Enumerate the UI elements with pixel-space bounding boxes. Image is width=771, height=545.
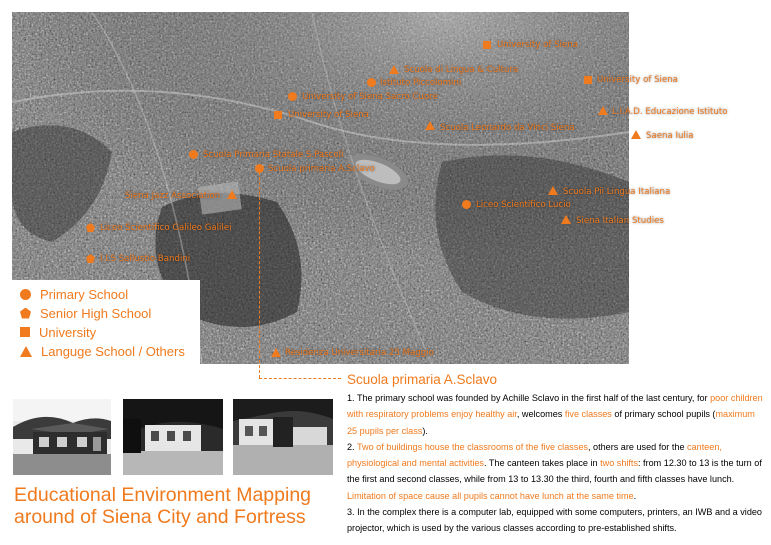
title-line-2: around of Siena City and Fortress xyxy=(14,506,306,528)
school-description xyxy=(347,372,767,537)
leader-line xyxy=(259,172,260,378)
language-school-marker xyxy=(425,121,435,130)
body-text: : from 12.30 to 13 is the turn of the first and second classes, while from 13 to 13.30 the third, fourth and fifth classes have lunch. xyxy=(347,458,762,485)
map-label: University of Siena xyxy=(497,40,578,50)
highlighted-text: Two of buildings house the classrooms of the five classes xyxy=(356,441,588,452)
map-label: Istituto Piccolomini xyxy=(380,78,462,88)
map-label: Liceo Scientifico Galileo Galilei xyxy=(100,223,232,233)
map-label: Scuola primaria A.Sclavo xyxy=(268,164,375,174)
map-label: Residenza Universitaria 25 Maggio xyxy=(285,348,434,358)
language-school-marker xyxy=(561,215,571,224)
legend-item-university xyxy=(20,323,96,341)
language-school-marker xyxy=(271,348,281,357)
map-label: University of Siena xyxy=(288,110,369,120)
legend-label: Languge School / Others xyxy=(41,343,185,359)
map-label: Liceo Scientifico Lucio xyxy=(476,200,571,210)
body-text: , others are used for the xyxy=(587,441,688,452)
triangle-icon xyxy=(20,346,32,357)
map-label: I.I.S Sallustio Bandini xyxy=(100,254,191,264)
map-label: Siena Italian Studies xyxy=(576,216,664,226)
legend-item-senior-high-school xyxy=(20,304,151,322)
title-line-1: Educational Environment Mapping xyxy=(14,484,312,506)
highlighted-text: five classes xyxy=(564,409,612,420)
legend-item-language-school xyxy=(20,342,185,360)
primary-school-marker xyxy=(189,150,198,159)
highlighted-text: maximum 25 pupils per class xyxy=(347,409,755,436)
legend-label: Senior High School xyxy=(40,305,152,321)
highlighted-text: two shifts xyxy=(600,458,638,469)
map-legend xyxy=(12,280,200,364)
legend-item-primary-school xyxy=(20,285,128,303)
map-label: Scuola di Lingua & Cultura xyxy=(404,65,519,75)
school-photo-2 xyxy=(123,399,223,475)
language-school-marker xyxy=(389,65,399,74)
pentagon-icon xyxy=(20,308,31,319)
page-title xyxy=(14,484,334,528)
description-paragraph-3 xyxy=(347,504,767,537)
school-photo-3 xyxy=(233,399,333,475)
school-photo-1 xyxy=(13,399,111,475)
school-name: Scuola primaria A.Sclavo xyxy=(347,372,498,387)
body-text: ). xyxy=(422,425,428,436)
body-text: 1. The primary school was founded by Achille Sclavo in the first half of the last century, for xyxy=(347,393,711,403)
map-label: L.I.A.D. Educazione Istituto xyxy=(612,107,728,117)
legend-label: Primary School xyxy=(40,286,129,302)
university-marker xyxy=(274,111,282,119)
circle-icon xyxy=(20,289,31,300)
language-school-marker xyxy=(631,130,641,139)
body-text: of primary school pupils ( xyxy=(611,409,716,420)
language-school-marker xyxy=(548,186,558,195)
map-label: Scuola Primaria Statale S.Pascoli xyxy=(203,150,344,160)
map-label: Scuola Leonardo da Vinci Siena xyxy=(440,123,575,133)
primary-school-marker xyxy=(462,200,471,209)
body-text: 2. xyxy=(347,441,357,452)
map-label: University of Siena xyxy=(597,75,678,85)
square-icon xyxy=(20,327,30,337)
map-label: Siena Jazz Association xyxy=(125,191,221,201)
description-paragraph-1 xyxy=(347,390,767,439)
body-text: , welcomes xyxy=(516,409,565,420)
leader-line xyxy=(259,378,341,379)
description-paragraph-2 xyxy=(347,439,767,504)
language-school-marker xyxy=(227,190,237,199)
legend-label: University xyxy=(39,324,97,340)
highlighted-text: Limitation of space cause all pupils cannot have lunch at the same time xyxy=(347,490,634,501)
map-label: University of Siena Sacro Cuore xyxy=(302,92,438,102)
highlighted-text: canteen, physiological and mental activities xyxy=(347,441,722,469)
university-marker xyxy=(584,76,592,84)
primary-school-marker xyxy=(367,78,376,87)
body-text: . The canteen takes place in xyxy=(483,458,601,469)
body-text: . xyxy=(633,490,637,501)
highlighted-text: poor children with respiratory problems enjoy healthy air xyxy=(347,393,763,420)
primary-school-marker xyxy=(288,92,297,101)
body-text: 3. In the complex there is a computer lab, equipped with some computers, printers, an IWB and a video projector, which is used by the various classes according to pre-established shifts. xyxy=(347,507,762,534)
university-marker xyxy=(483,41,491,49)
map-label: Saena Iulia xyxy=(646,131,694,141)
language-school-marker xyxy=(598,106,608,115)
map-label: Scuola Pii Lingua Italiana xyxy=(563,187,671,197)
